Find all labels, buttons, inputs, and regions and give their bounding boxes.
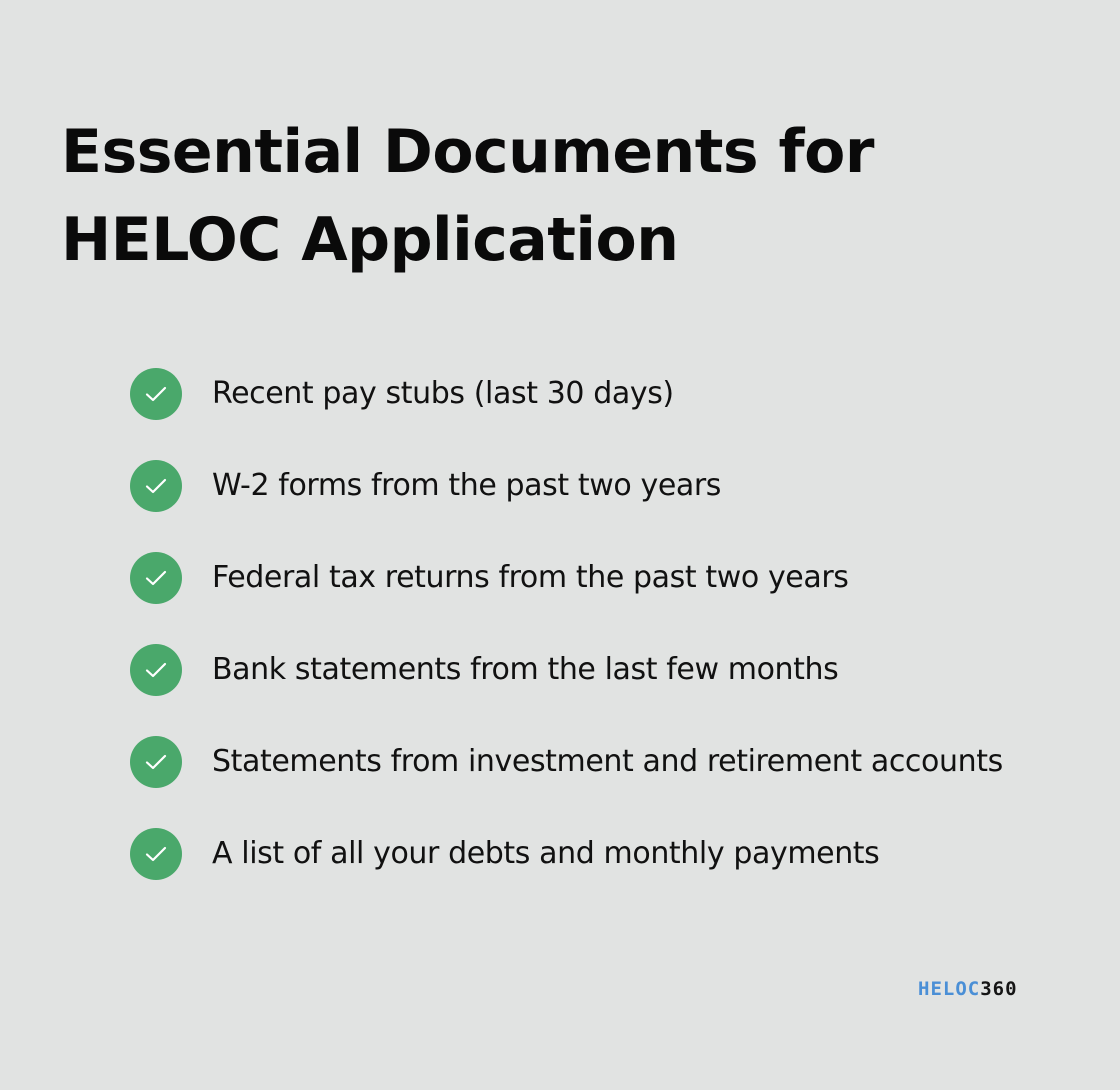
check-icon [130, 552, 182, 604]
checklist-item-text: W-2 forms from the past two years [212, 468, 722, 503]
checklist-item [130, 460, 1003, 512]
checklist-item [130, 552, 1003, 604]
check-icon [130, 828, 182, 880]
checklist-item-text: A list of all your debts and monthly payments [212, 836, 880, 871]
logo-text-heloc: HELOC [918, 978, 981, 1000]
logo-text-360: 360 [980, 978, 1018, 1000]
checklist-item [130, 828, 1003, 880]
title-line-2: HELOC Application [61, 205, 679, 275]
title-line-1: Essential Documents for [61, 117, 874, 187]
check-icon [130, 368, 182, 420]
document-checklist [130, 368, 1003, 880]
checklist-item [130, 368, 1003, 420]
checklist-item-text: Bank statements from the last few months [212, 652, 839, 687]
heloc360-logo [918, 978, 1018, 1000]
page-title [61, 108, 961, 284]
checklist-item [130, 644, 1003, 696]
check-icon [130, 460, 182, 512]
check-icon [130, 644, 182, 696]
checklist-item-text: Federal tax returns from the past two years [212, 560, 849, 595]
checklist-item-text: Recent pay stubs (last 30 days) [212, 376, 674, 411]
checklist-item [130, 736, 1003, 788]
check-icon [130, 736, 182, 788]
checklist-item-text: Statements from investment and retirement accounts [212, 744, 1003, 779]
